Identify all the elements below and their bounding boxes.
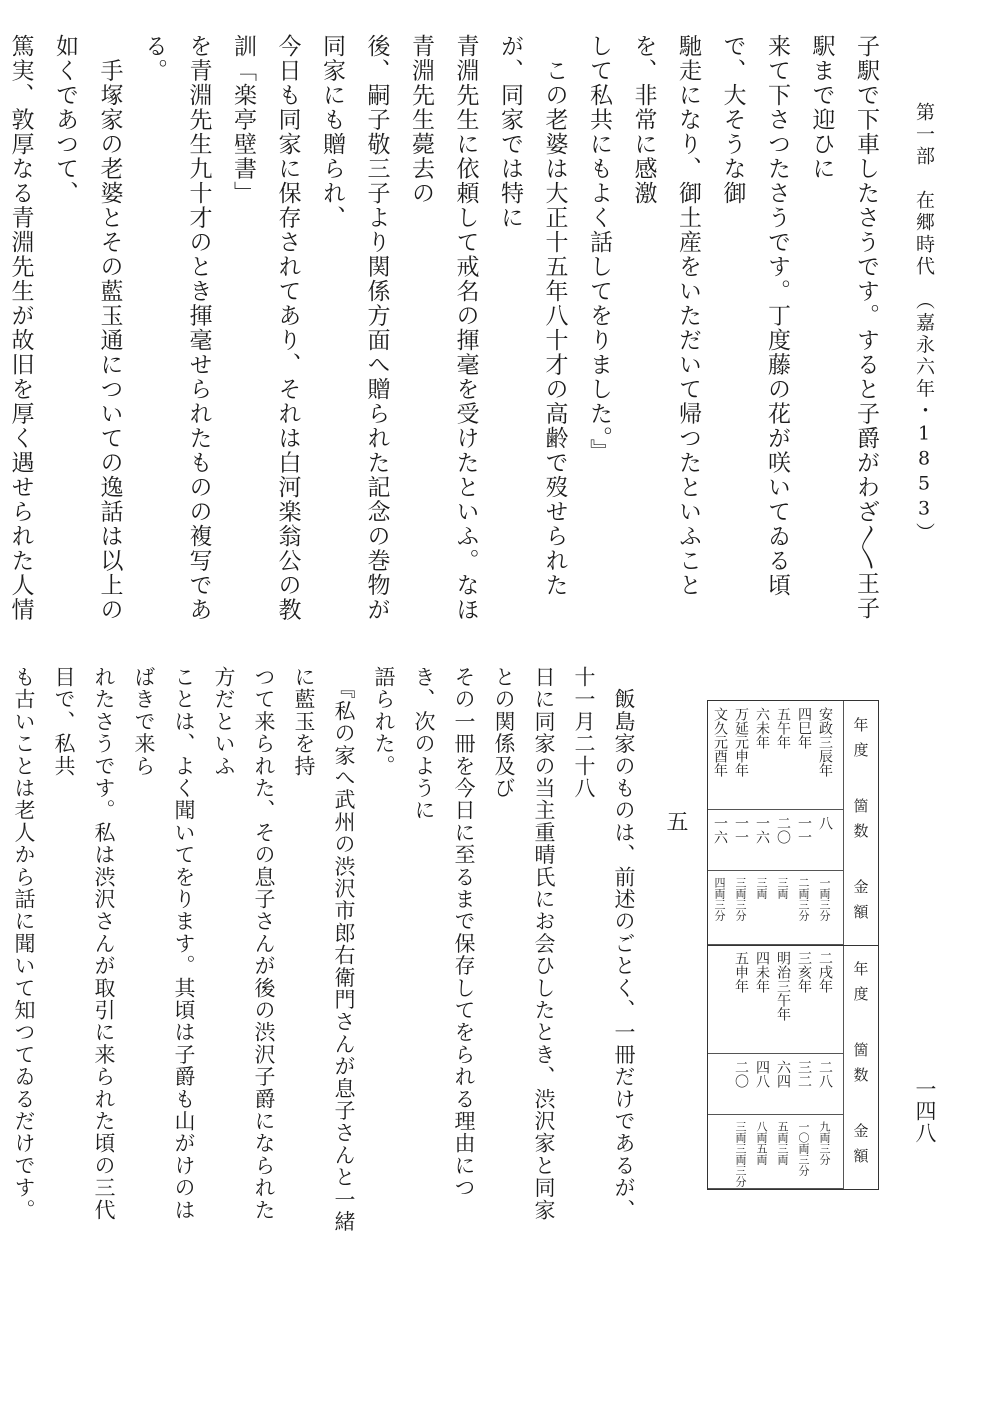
upper-text-line: 子駅で下車したさうです。すると子爵がわざ〳〵王子駅まで迎ひに	[808, 34, 879, 621]
table-cell: 三両	[776, 877, 789, 900]
running-head: 第一部 在郷時代 （嘉永六年・1853）	[913, 102, 935, 545]
table-cell: 一〇両三分	[797, 1121, 810, 1177]
upper-text-line: して私共にもよく話してをりました。』	[586, 34, 612, 464]
table-counts-row	[708, 1054, 844, 1115]
lower-text-line: 日に同家の当主重晴氏にお会ひしたとき、渋沢家と同家との関係及び	[492, 666, 556, 1221]
upper-text-line: 篤実、敦厚なる青淵先生が故旧を厚く遇せられた人情	[7, 34, 34, 622]
upper-text-block	[7, 34, 888, 626]
table-cell: 五申年	[733, 951, 749, 993]
table-cell: 八	[817, 816, 833, 831]
page-number: 一四八	[913, 1078, 937, 1144]
table-cell: 六未年	[754, 707, 770, 749]
table-cell: 五午年	[775, 707, 791, 749]
table-years-row	[708, 701, 844, 810]
table-amounts-row	[708, 1115, 844, 1188]
section-number: 五	[663, 810, 688, 832]
lower-text-line: も古いことは老人から話に聞いて知つてゐるだけです。	[12, 666, 36, 1221]
table-cell: 四巳年	[796, 707, 812, 749]
table-cell: 一一	[733, 816, 749, 845]
table-header-cell: 箇数	[851, 1041, 870, 1092]
table-cell: 三亥年	[796, 951, 812, 993]
table-cell: 安政三辰年	[817, 707, 833, 777]
lower-text-line: ことは、よく聞いてをります。其頃は子爵も山がけのはばきで来ら	[132, 666, 196, 1221]
table-counts-row	[708, 810, 844, 871]
table-header-column	[843, 945, 878, 1189]
table-cell: 一一	[796, 816, 812, 845]
table-cell: 三両	[755, 877, 768, 900]
upper-text-line: 手塚家の老婆とその藍玉通についての逸話は以上の如くであつて、	[52, 34, 123, 622]
upper-text-line: 来て下さつたさうです。丁度藤の花が咲いてゐる頃で、大そうな御	[719, 34, 790, 598]
upper-text-line: を青淵先生九十才のとき揮毫せられたものの複写である。	[141, 34, 212, 622]
table-cell: 文久元酉年	[712, 707, 728, 777]
table-group	[708, 701, 844, 945]
table-cell: 二〇	[733, 1060, 749, 1089]
table-cell: 万延元申年	[733, 707, 749, 777]
table-group	[708, 945, 844, 1189]
upper-text-line: 馳走になり、御土産をいただいて帰つたといふことを、非常に感激	[630, 34, 701, 598]
upper-text-line: この老婆は大正十五年八十才の高齢で歿せられたが、同家では特に	[497, 34, 568, 598]
upper-text-line: 後、嗣子敬三子より関係方面へ贈られた記念の巻物が同家にも贈られ、	[319, 34, 390, 622]
upper-text-line: 今日も同家に保存されてあり、それは白河楽翁公の教訓「楽亭壁書」	[230, 34, 301, 622]
table-cell: 四八	[754, 1060, 770, 1089]
table-header-cell: 金額	[851, 879, 870, 930]
table-cell: 一六	[712, 816, 728, 845]
indigo-ledger-table	[707, 700, 879, 1190]
lower-text-block	[12, 666, 644, 1236]
table-cell: 一六	[754, 816, 770, 845]
table-header-cell: 年度	[851, 960, 870, 1011]
table-cell: 三両三両三分	[734, 1121, 747, 1188]
lower-text-line: その一冊を今日に至るまで保存してをられる理由につき、次のように	[412, 666, 476, 1199]
lower-text-line: れたさうです。私は渋沢さんが取引に来られた頃の三代目で、私共	[52, 666, 116, 1221]
table-cell: 一両三分	[818, 877, 831, 922]
table-cell: 二戌年	[817, 951, 833, 993]
table-cell: 二両三分	[797, 877, 810, 922]
upper-text-line: 青淵先生に依頼して戒名の揮毫を受けたといふ。なほ青淵先生薨去の	[408, 34, 479, 622]
table-years-row	[708, 945, 844, 1054]
lower-text-line: 飯島家のものは、前述のごとく、一冊だけであるが、十一月二十八	[572, 666, 636, 1221]
lower-text-line: 『私の家へ武州の渋沢市郎右衛門さんが息子さんと一緒に藍玉を持	[292, 666, 356, 1233]
table-cell: 明治三午年	[775, 951, 791, 1021]
table-cell: 八両五両	[755, 1121, 768, 1166]
table-header-cell: 金額	[851, 1123, 870, 1174]
table-header-column	[843, 701, 878, 945]
table-amounts-row	[708, 871, 844, 944]
table-cell: 四未年	[754, 951, 770, 993]
lower-text-line: つて来られた、その息子さんが後の渋沢子爵になられた方だといふ	[212, 666, 276, 1221]
table-cell: 六四	[775, 1060, 791, 1089]
table-header-cell: 年度	[851, 716, 870, 767]
table-cell: 四両三分	[713, 877, 726, 922]
table-cell: 九両三分	[818, 1121, 831, 1166]
table-header-cell: 箇数	[851, 797, 870, 848]
table-cell: 二〇	[775, 816, 791, 845]
lower-text-line: 語られた。	[372, 666, 396, 777]
table-cell: 三二	[796, 1060, 812, 1089]
table-cell: 五両三両	[776, 1121, 789, 1166]
table-cell: 二八	[817, 1060, 833, 1089]
table-divider	[708, 945, 878, 946]
table-cell: 三両三分	[734, 877, 747, 922]
